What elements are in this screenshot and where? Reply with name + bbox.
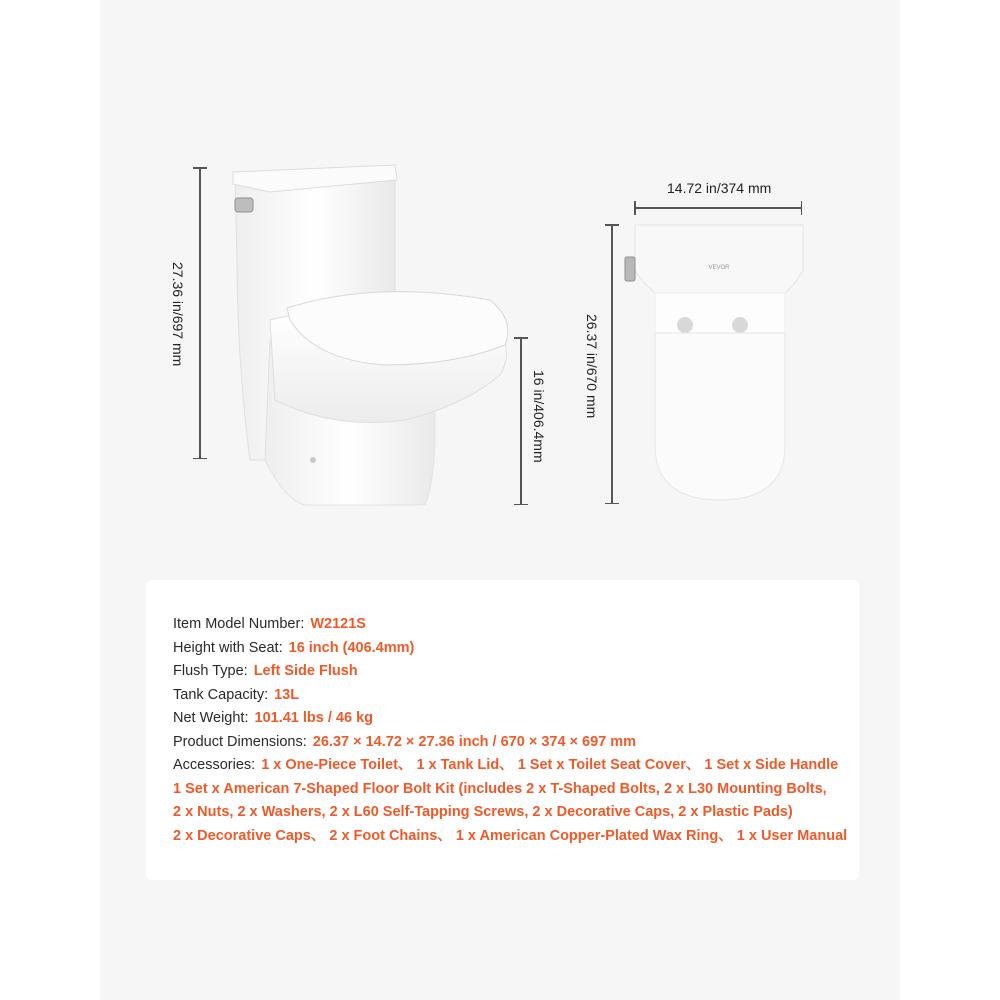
width-label: 14.72 in/374 mm [667,180,772,196]
spec-row-accessories [173,754,847,778]
toilet-side-view-image [225,160,515,520]
spec-row-weight [173,707,847,731]
spec-value: W2121S [310,616,366,632]
seat-height-dimension-line [514,337,528,505]
spec-value: Left Side Flush [253,663,358,679]
spec-label: Product Dimensions: [173,733,307,750]
spec-label: Item Model Number: [173,616,305,632]
accessories-continued-line: 2 x Decorative Caps、 2 x Foot Chains、 1 x American Copper-Plated Wax Ring、 1 x User Manual [173,827,848,844]
specs-list [173,613,847,848]
spec-label: Tank Capacity: [173,686,269,703]
spec-label: Net Weight: [173,710,249,726]
toilet-top-view-image [625,225,805,510]
spec-row-height [173,637,847,661]
spec-value: 26.37 × 14.72 × 27.36 inch / 670 × 374 × 697 mm [312,733,637,750]
total-height-label: 27.36 in/697 mm [170,262,186,367]
width-dimension-line [634,201,802,215]
spec-value: 1 x One-Piece Toilet、 1 x Tank Lid、 1 Set x Toilet Seat Cover、 1 Set x Side Handle [261,757,839,773]
spec-value: 16 inch (406.4mm) [288,639,415,656]
spec-row-flush [173,660,847,684]
height-dimension-line [193,167,207,459]
brand-mark: VEVOR [708,265,730,271]
seat-height-label: 16 in/406.4mm [531,370,547,463]
spec-row-tank [173,684,847,708]
spec-row-dimensions [173,731,847,755]
spec-row-model [173,613,847,637]
depth-label: 26.37 in/670 mm [584,314,600,419]
accessories-continued-line: 1 Set x American 7-Shaped Floor Bolt Kit (includes 2 x T-Shaped Bolts, 2 x L30 Mounting Bolts, [173,780,827,797]
spec-value: 101.41 lbs / 46 kg [254,710,373,726]
spec-label: Accessories: [173,757,256,773]
spec-value: 13L [274,686,300,703]
depth-dimension-line [605,224,619,504]
spec-label: Flush Type: [173,663,248,679]
accessories-continued-line: 2 x Nuts, 2 x Washers, 2 x L60 Self-Tapping Screws, 2 x Decorative Caps, 2 x Plastic Pads) [173,804,793,820]
specs-card [146,580,859,880]
spec-label: Height with Seat: [173,639,283,656]
